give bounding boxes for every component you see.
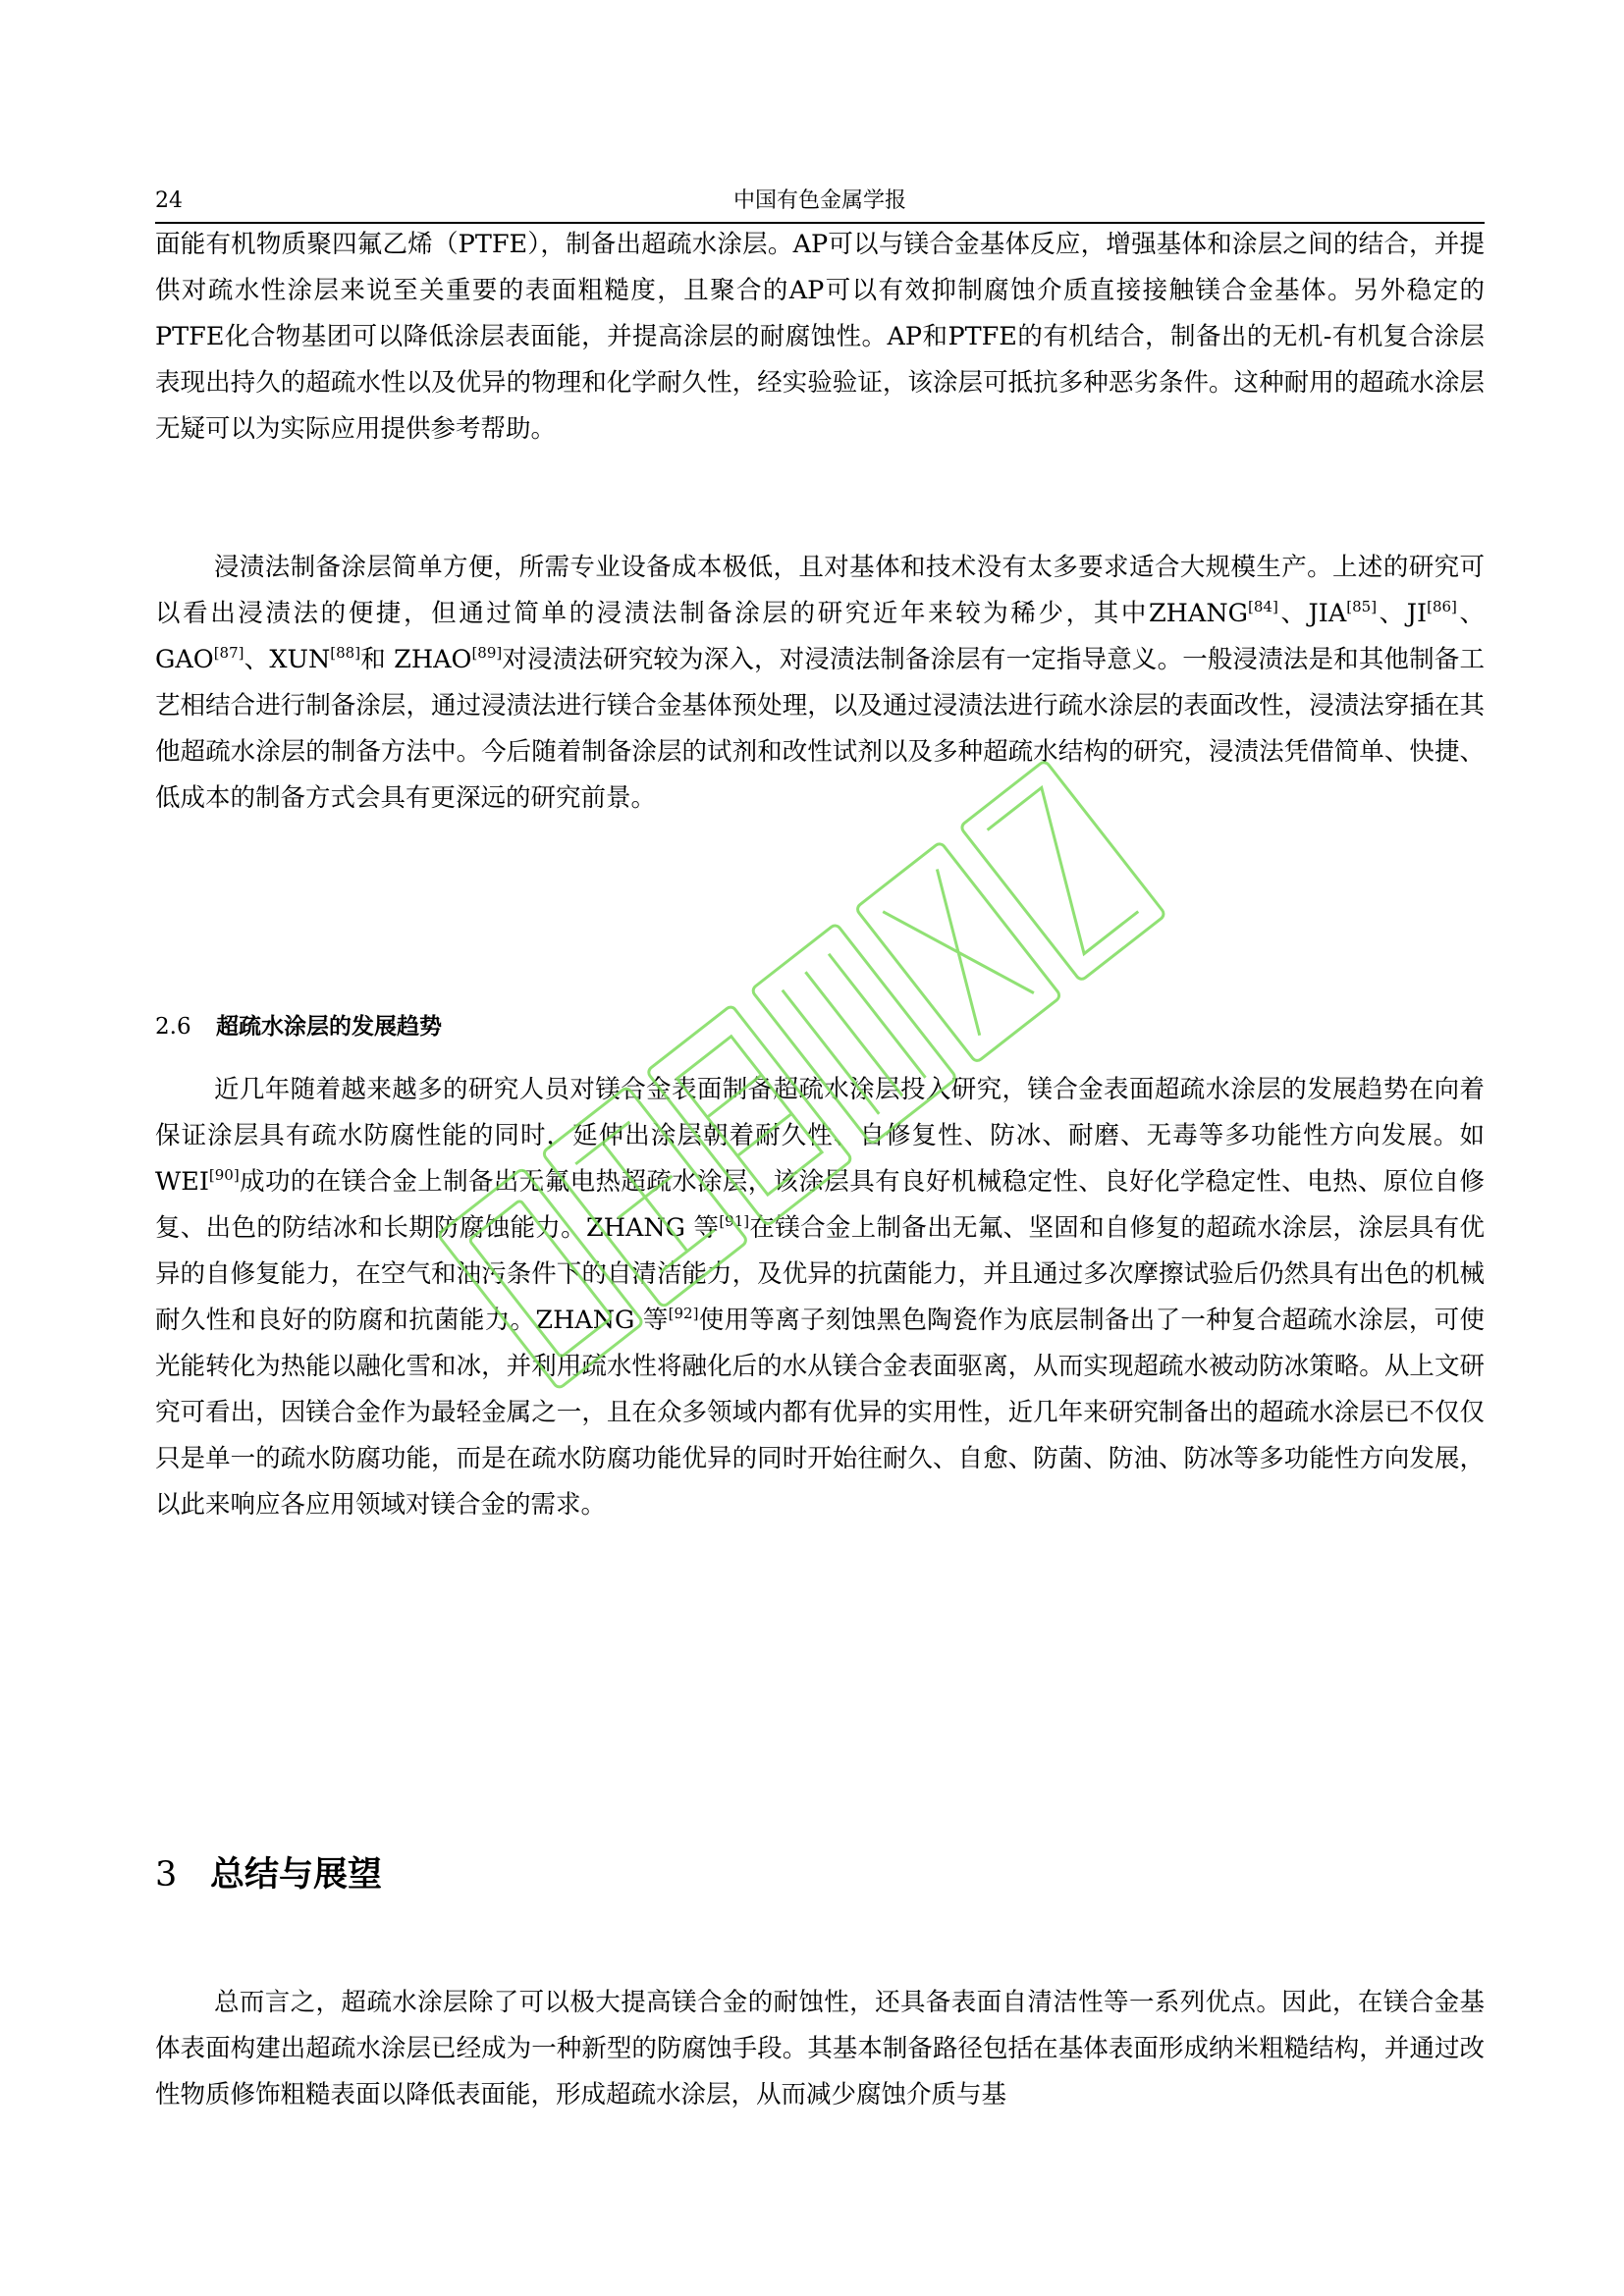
- citation-ref: [88]: [330, 643, 361, 662]
- text-run: 和 ZHAO: [360, 645, 472, 674]
- text-run: 成功的在镁合金上制备出无氟电热超疏水涂层，该涂层具有良好机械稳定性、良好化学稳定性、电热、原位自修复、出色的防结冰和长期防腐蚀能力。ZHANG 等: [155, 1167, 1485, 1243]
- section-title: 总结与展望: [210, 1855, 383, 1895]
- watermark-glyph: [883, 870, 1034, 1036]
- paragraph-trends: [155, 1067, 1485, 1528]
- citation-ref: [91]: [719, 1211, 750, 1230]
- subsection-number: 2.6: [155, 1014, 191, 1040]
- page-number: 24: [155, 188, 183, 213]
- text-run: 、JIA: [1277, 599, 1347, 628]
- section-heading: [155, 1853, 382, 1896]
- citation-ref: [86]: [1427, 597, 1457, 615]
- text-run: 在镁合金上制备出无氟、坚固和自修复的超疏水涂层，涂层具有优异的自修复能力，在空气和油污条件下的自清洁能力，及优异的抗菌能力，并且通过多次摩擦试验后仍然具有出色的机械耐久性和良好的防腐和抗菌能力。ZHANG 等: [155, 1213, 1485, 1335]
- text-run: 使用等离子刻蚀黑色陶瓷作为底层制备出了一种复合超疏水涂层，可使光能转化为热能以融化雪和冰，并利用疏水性将融化后的水从镁合金表面驱离，从而实现超疏水被动防冰策略。从上文研究可看出，因镁合金作为最轻金属之一，且在众多领域内都有优异的实用性，近几年来研究制备出的超疏水涂层已不仅仅只是单一的疏水防腐功能，而是在疏水防腐功能优异的同时开始往耐久、自愈、防菌、防油、防冰等多功能性方向发展，以此来响应各应用领域对镁合金的需求。: [155, 1306, 1485, 1520]
- citation-ref: [85]: [1346, 597, 1378, 615]
- paragraph-text: 面能有机物质聚四氟乙烯（PTFE），制备出超疏水涂层。AP可以与镁合金基体反应，增强基体和涂层之间的结合，并提供对疏水性涂层来说至关重要的表面粗糙度，且聚合的AP可以有效抑制腐蚀介质直接接触镁合金基体。另外稳定的PTFE化合物基团可以降低涂层表面能，并提高涂层的耐腐蚀性。AP和PTFE的有机结合，制备出的无机-有机复合涂层表现出持久的超疏水性以及优异的物理和化学耐久性，经实验验证，该涂层可抵抗多种恶劣条件。这种耐用的超疏水涂层无疑可以为实际应用提供参考帮助。: [155, 230, 1485, 444]
- text-run: 、GAO: [155, 599, 1486, 674]
- text-run: 、XUN: [244, 645, 331, 674]
- citation-ref: [92]: [668, 1304, 699, 1322]
- text-run: 对浸渍法研究较为深入，对浸渍法制备涂层有一定指导意义。一般浸渍法是和其他制备工艺相结合进行制备涂层，通过浸渍法进行镁合金基体预处理，以及通过浸渍法进行疏水涂层的表面改性，浸渍法穿插在其他超疏水涂层的制备方法中。今后随着制备涂层的试剂和改性试剂以及多种超疏水结构的研究，浸渍法凭借简单、快捷、低成本的制备方式会具有更深远的研究前景。: [155, 645, 1485, 813]
- watermark-glyph: [855, 841, 1061, 1062]
- paragraph-dip-coating: [155, 545, 1485, 822]
- text-run: 近几年随着越来越多的研究人员对镁合金表面制备超疏水涂层投入研究，镁合金表面超疏水涂层的发展趋势在向着保证涂层具有疏水防腐性能的同时，延伸出涂层朝着耐久性、自修复性、防冰、耐磨、无毒等多功能性方向发展。如 WEI: [155, 1075, 1485, 1197]
- text-run: 浸渍法制备涂层简单方便，所需专业设备成本极低，且对基体和技术没有太多要求适合大规模生产。上述的研究可以看出浸渍法的便捷，但通过简单的浸渍法制备涂层的研究近年来较为稀少，其中ZHANG: [155, 553, 1485, 628]
- journal-title: 中国有色金属学报: [732, 188, 906, 213]
- running-header: [155, 187, 1485, 224]
- paragraph-conclusion: [155, 1980, 1485, 2118]
- paragraph-continued: [155, 222, 1485, 453]
- text-run: 、JI: [1377, 599, 1428, 628]
- citation-ref: [90]: [208, 1165, 240, 1184]
- citation-ref: [87]: [213, 643, 244, 662]
- subsection-heading: [155, 1009, 442, 1044]
- section-number: 3: [155, 1855, 178, 1895]
- citation-ref: [84]: [1248, 597, 1278, 615]
- paragraph-text: 总而言之，超疏水涂层除了可以极大提高镁合金的耐蚀性，还具备表面自清洁性等一系列优点。因此，在镁合金基体表面构建出超疏水涂层已经成为一种新型的防腐蚀手段。其基本制备路径包括在基体表面形成纳米粗糙结构，并通过改性物质修饰粗糙表面以降低表面能，形成超疏水涂层，从而减少腐蚀介质与基: [155, 1988, 1485, 2109]
- subsection-title: 超疏水涂层的发展趋势: [216, 1014, 442, 1040]
- citation-ref: [89]: [471, 643, 503, 662]
